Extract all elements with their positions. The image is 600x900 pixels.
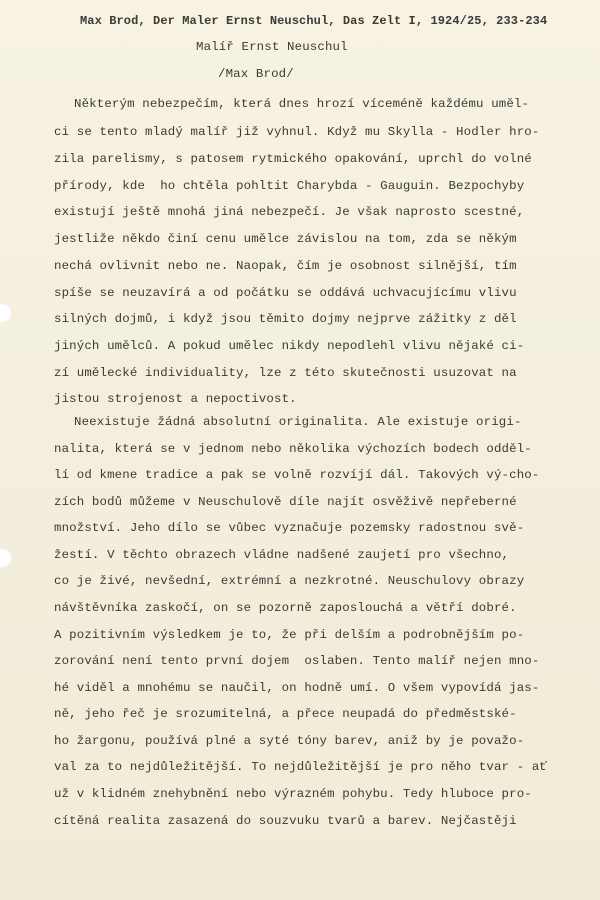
- body-line: ně, jeho řeč je srozumitelná, a přece neupadá do předměstské-: [54, 707, 517, 721]
- body-line: žestí. V těchto obrazech vládne nadšené zaujetí pro všechno,: [54, 548, 510, 562]
- body-line: už v klidném znehybnění nebo výrazném pohybu. Tedy hluboce pro-: [54, 787, 532, 801]
- body-line: ci se tento mladý malíř již vyhnul. Když mu Skylla - Hodler hro-: [54, 125, 540, 139]
- body-line: Některým nebezpečím, která dnes hrozí víceméně každému uměl-: [74, 97, 530, 111]
- body-line: nechá ovlivnit nebo ne. Naopak, čím je osobnost silnější, tím: [54, 259, 517, 273]
- punch-hole: [0, 548, 12, 568]
- body-line: jistou strojenost a nepoctivost.: [54, 392, 297, 406]
- body-line: A pozitivním výsledkem je to, že při delším a podrobnějším po-: [54, 628, 525, 642]
- document-title: Malíř Ernst Neuschul: [196, 40, 348, 54]
- document-author: /Max Brod/: [218, 67, 294, 81]
- body-line: hé viděl a mnohému se naučil, on hodně umí. O všem vypovídá jas-: [54, 681, 540, 695]
- body-line: návštěvníka zaskočí, on se pozorně zaposlouchá a větří dobré.: [54, 601, 517, 615]
- body-line: Neexistuje žádná absolutní originalita. Ale existuje origi-: [74, 415, 522, 429]
- body-line: množství. Jeho dílo se vůbec vyznačuje pozemsky radostnou svě-: [54, 521, 525, 535]
- body-line: co je živé, nevšední, extrémní a nezkrotné. Neuschulovy obrazy: [54, 574, 525, 588]
- body-line: zí umělecké individuality, lze z této skutečnosti usuzovat na: [54, 366, 517, 380]
- body-line: nalita, která se v jednom nebo několika výchozích bodech odděl-: [54, 442, 532, 456]
- body-line: zích bodů můžeme v Neuschulově díle najít osvěživě nepřeberné: [54, 495, 517, 509]
- body-line: silných dojmů, i když jsou těmito dojmy nejprve zážitky z děl: [54, 312, 517, 326]
- body-line: zorování není tento první dojem oslaben. Tento malíř nejen mno-: [54, 654, 540, 668]
- body-line: ho žargonu, používá plné a syté tóny barev, aniž by je považo-: [54, 734, 525, 748]
- body-line: lí od kmene tradice a pak se volně rozvíjí dál. Takových vý-cho-: [54, 468, 540, 482]
- body-line: jiných umělců. A pokud umělec nikdy nepodlehl vlivu nějaké ci-: [54, 339, 525, 353]
- body-line: přírody, kde ho chtěla pohltit Charybda - Gauguin. Bezpochyby: [54, 179, 525, 193]
- body-line: existují ještě mnohá jiná nebezpečí. Je však naprosto scestné,: [54, 205, 525, 219]
- body-line: zila parelismy, s patosem rytmického opakování, uprchl do volné: [54, 152, 532, 166]
- body-line: jestliže někdo činí cenu umělce závislou na tom, zda se někým: [54, 232, 517, 246]
- body-line: cítěná realita zasazená do souzvuku tvarů a barev. Nejčastěji: [54, 814, 517, 828]
- citation-header: Max Brod, Der Maler Ernst Neuschul, Das Zelt I, 1924/25, 233-234: [80, 14, 548, 28]
- body-line: spíše se neuzavírá a od počátku se oddává uchvacujícímu vlivu: [54, 286, 517, 300]
- punch-hole: [0, 303, 12, 323]
- body-line: val za to nejdůležitější. To nejdůležitější je pro něho tvar - ať: [54, 760, 548, 774]
